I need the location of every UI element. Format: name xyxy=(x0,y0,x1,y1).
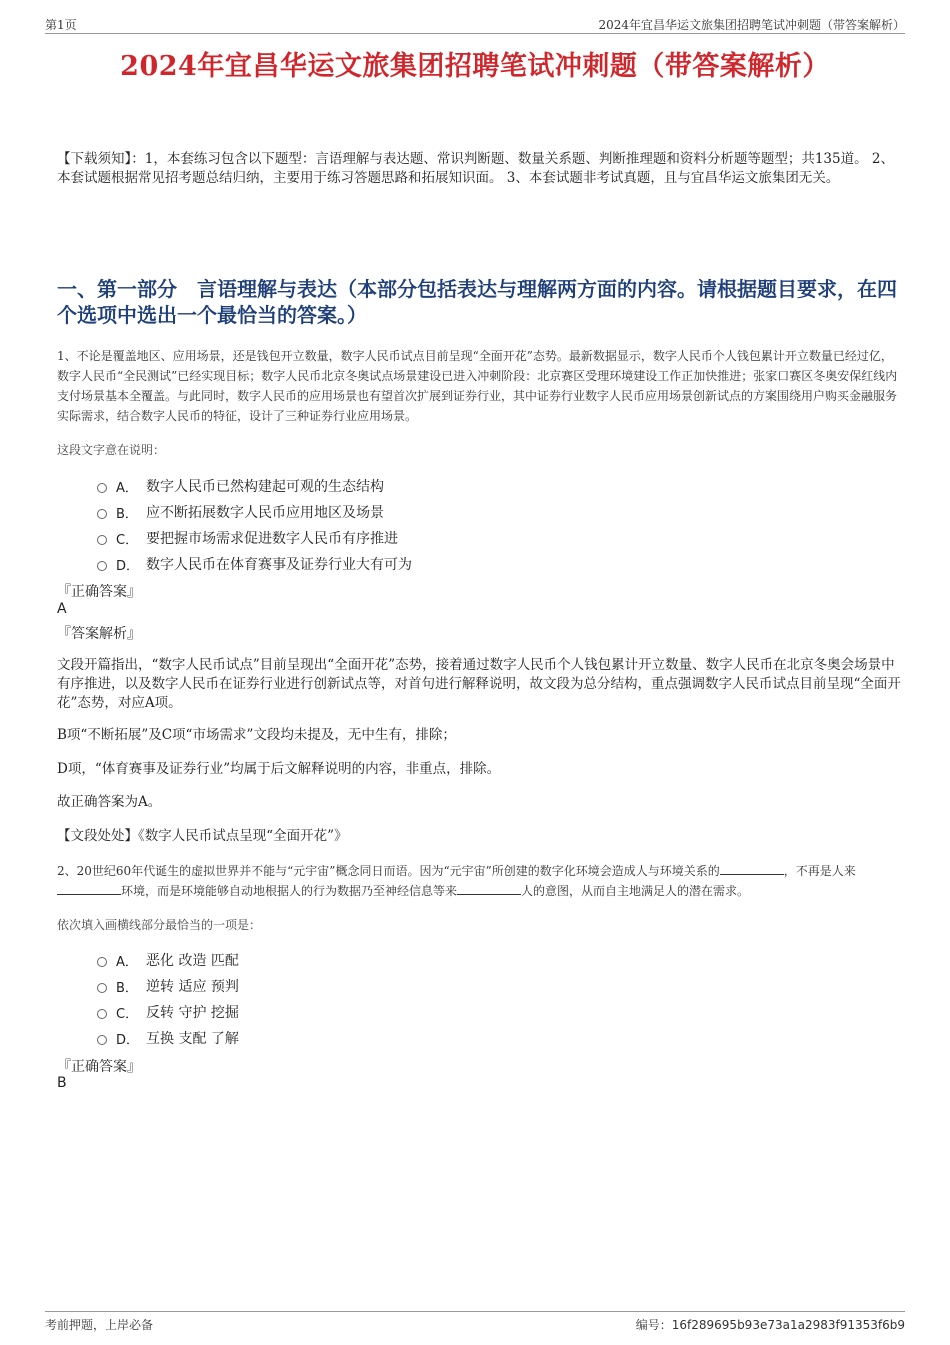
radio-icon[interactable] xyxy=(97,561,107,571)
page-footer xyxy=(45,1311,905,1333)
radio-icon[interactable] xyxy=(97,535,107,545)
question-1-options xyxy=(97,473,797,577)
answer-value: A xyxy=(57,601,67,617)
footer-slogan: 考前押题，上岸必备 xyxy=(45,1318,154,1332)
option-c[interactable]: C． 反转 守护 挖掘 xyxy=(97,999,797,1025)
option-b[interactable]: B． 应不断拓展数字人民币应用地区及场景 xyxy=(97,499,797,525)
source-note: 【文段处处】《数字人民币试点呈现“全面开花”》 xyxy=(57,828,348,844)
option-b[interactable]: B． 逆转 适应 预判 xyxy=(97,973,797,999)
header-doc-title: 2024年宜昌华运文旅集团招聘笔试冲刺题（带答案解析） xyxy=(598,18,905,32)
fill-blank xyxy=(57,883,121,895)
option-a[interactable]: A． 恶化 改造 匹配 xyxy=(97,947,797,973)
question-2-text: 2、20世纪60年代诞生的虚拟世界并不能与“元宇宙”概念同日而语。因为“元宇宙”所创建的数字化环境会造成人与环境关系的 ，不再是人来环境，而是环境能够自动地根据人的行为数据乃至神经信息等来 人的意图，从而自主地满足人的潜在需求。 xyxy=(57,864,856,898)
question-2-prompt: 依次填入画横线部分最恰当的一项是： xyxy=(57,918,262,932)
download-notice: 【下载须知】：1，本套练习包含以下题型：言语理解与表达题、常识判断题、数量关系题、判断推理题和资料分析题等题型；共135道。 2、本套试题根据常见招考题总结归纳，主要用于练习答题思路和拓展知识面。 3、本套试题非考试真题，且与宜昌华运文旅集团无关。 xyxy=(57,151,894,186)
page-header xyxy=(45,14,905,34)
analysis-paragraph: D项，“体育赛事及证券行业”均属于后文解释说明的内容，非重点，排除。 xyxy=(57,761,501,777)
question-1-text: 1、不论是覆盖地区、应用场景，还是钱包开立数量，数字人民币试点目前呈现“全面开花”态势。最新数据显示，数字人民币个人钱包累计开立数量已经过亿，数字人民币“全民测试”已经实现目标；数字人民币北京冬奥试点场景建设已进入冲刺阶段：北京赛区受理环境建设工作正加快推进；张家口赛区冬奥安保红线内支付场景基本全覆盖。与此同时，数字人民币的应用场景也有望首次扩展到证券行业，其中证券行业数字人民币应用场景创新试点的方案围绕用户购买金融服务实际需求，结合数字人民币的特征，设计了三种证券行业应用场景。 xyxy=(57,349,898,423)
option-d[interactable]: D． 数字人民币在体育赛事及证券行业大有可为 xyxy=(97,551,797,577)
analysis-conclusion: 故正确答案为A。 xyxy=(57,794,162,810)
option-d[interactable]: D． 互换 支配 了解 xyxy=(97,1025,797,1051)
answer-value: B xyxy=(57,1075,67,1091)
analysis-paragraph: 文段开篇指出，“数字人民币试点”目前呈现出“全面开花”态势，接着通过数字人民币个人钱包累计开立数量、数字人民币在北京冬奥会场景中有序推进，以及数字人民币在证券行业进行创新试点等，对首句进行解释说明，故文段为总分结构，重点强调数字人民币试点目前呈现“全面开花”态势，对应A项。 xyxy=(57,657,901,711)
document-title: 2024年宜昌华运文旅集团招聘笔试冲刺题（带答案解析） xyxy=(120,51,830,82)
document-code: 编号：16f289695b93e73a1a2983f91353f6b9 xyxy=(635,1318,905,1332)
question-1-prompt: 这段文字意在说明： xyxy=(57,443,166,457)
fill-blank xyxy=(720,863,784,875)
section-heading: 一、第一部分 言语理解与表达（本部分包括表达与理解两方面的内容。请根据题目要求，在四个选项中选出一个最恰当的答案。） xyxy=(57,277,897,327)
option-a[interactable]: A． 数字人民币已然构建起可观的生态结构 xyxy=(97,473,797,499)
analysis-label: 『答案解析』 xyxy=(57,626,141,642)
radio-icon[interactable] xyxy=(97,983,107,993)
radio-icon[interactable] xyxy=(97,509,107,519)
question-2-options xyxy=(97,947,797,1051)
page-number: 第1页 xyxy=(45,18,77,32)
analysis-paragraph: B项“不断拓展”及C项“市场需求”文段均未提及，无中生有，排除； xyxy=(57,727,456,743)
fill-blank xyxy=(457,883,521,895)
radio-icon[interactable] xyxy=(97,957,107,967)
radio-icon[interactable] xyxy=(97,1009,107,1019)
radio-icon[interactable] xyxy=(97,1035,107,1045)
answer-label: 『正确答案』 xyxy=(57,1059,141,1075)
radio-icon[interactable] xyxy=(97,483,107,493)
answer-label: 『正确答案』 xyxy=(57,584,141,600)
option-c[interactable]: C． 要把握市场需求促进数字人民币有序推进 xyxy=(97,525,797,551)
